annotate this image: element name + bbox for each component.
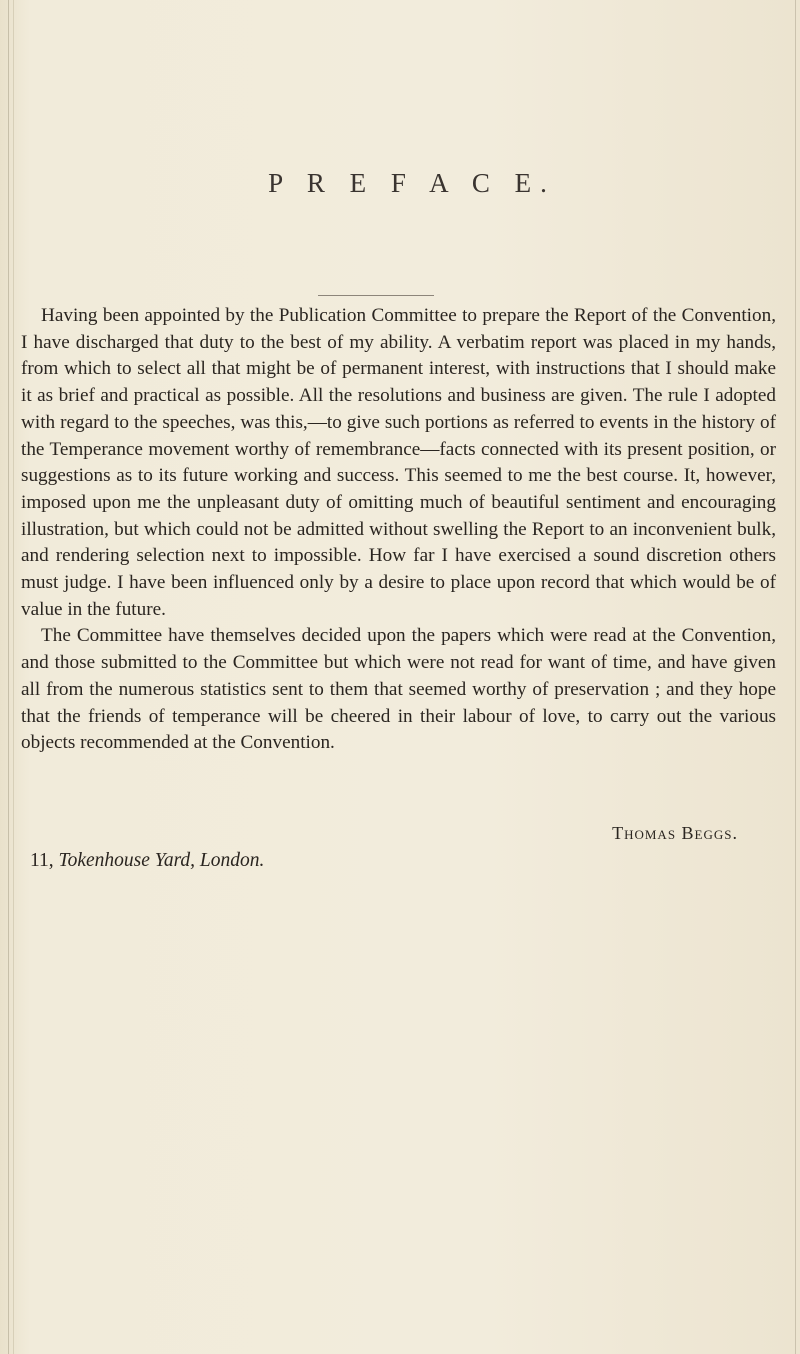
author-name: Thomas Beggs. (612, 823, 738, 843)
paragraph-1: Having been appointed by the Publication Committee to prepare the Report of the Convention, I have discharged that duty to the best of my ability. A verbatim report was placed in my hands, from which to select all that might be of permanent interest, with instructions that I should make it as brief and practical as possible. All the resolutions and business are given. The rule I adopted with regard to the speeches, was this,—to give such portions as referred to events in the history of the Temperance movement worthy of remembrance—facts connected with its present position, or suggestions as to its future working and success. This seemed to me the best course. It, however, imposed upon me the unpleasant duty of omitting much of beautiful sentiment and encouraging illustration, but which could not be admitted without swelling the Report to an inconvenient bulk, and rendering selection next to impossible. How far I have exercised a sound discretion others must judge. I have been influenced only by a desire to place upon record that which would be of value in the future. (21, 305, 776, 620)
title-divider (318, 295, 434, 296)
page-title: P R E F A C E. (268, 168, 556, 198)
page-binding-edge (8, 0, 14, 1354)
preface-body (21, 303, 776, 757)
address-place: Tokenhouse Yard, London. (58, 850, 265, 871)
paragraph-2: The Committee have themselves decided upon the papers which were read at the Convention, and those submitted to the Committee but which were not read for want of time, and have given all from the numerous statistics sent to them that seemed worthy of preservation ; and they hope that the friends of temperance will be cheered in their labour of love, to carry out the various objects recommended at the Convention. (21, 625, 776, 754)
page-right-edge (793, 0, 796, 1354)
publisher-address (30, 850, 264, 872)
address-number: 11, (30, 850, 54, 871)
author-signature (612, 823, 738, 844)
